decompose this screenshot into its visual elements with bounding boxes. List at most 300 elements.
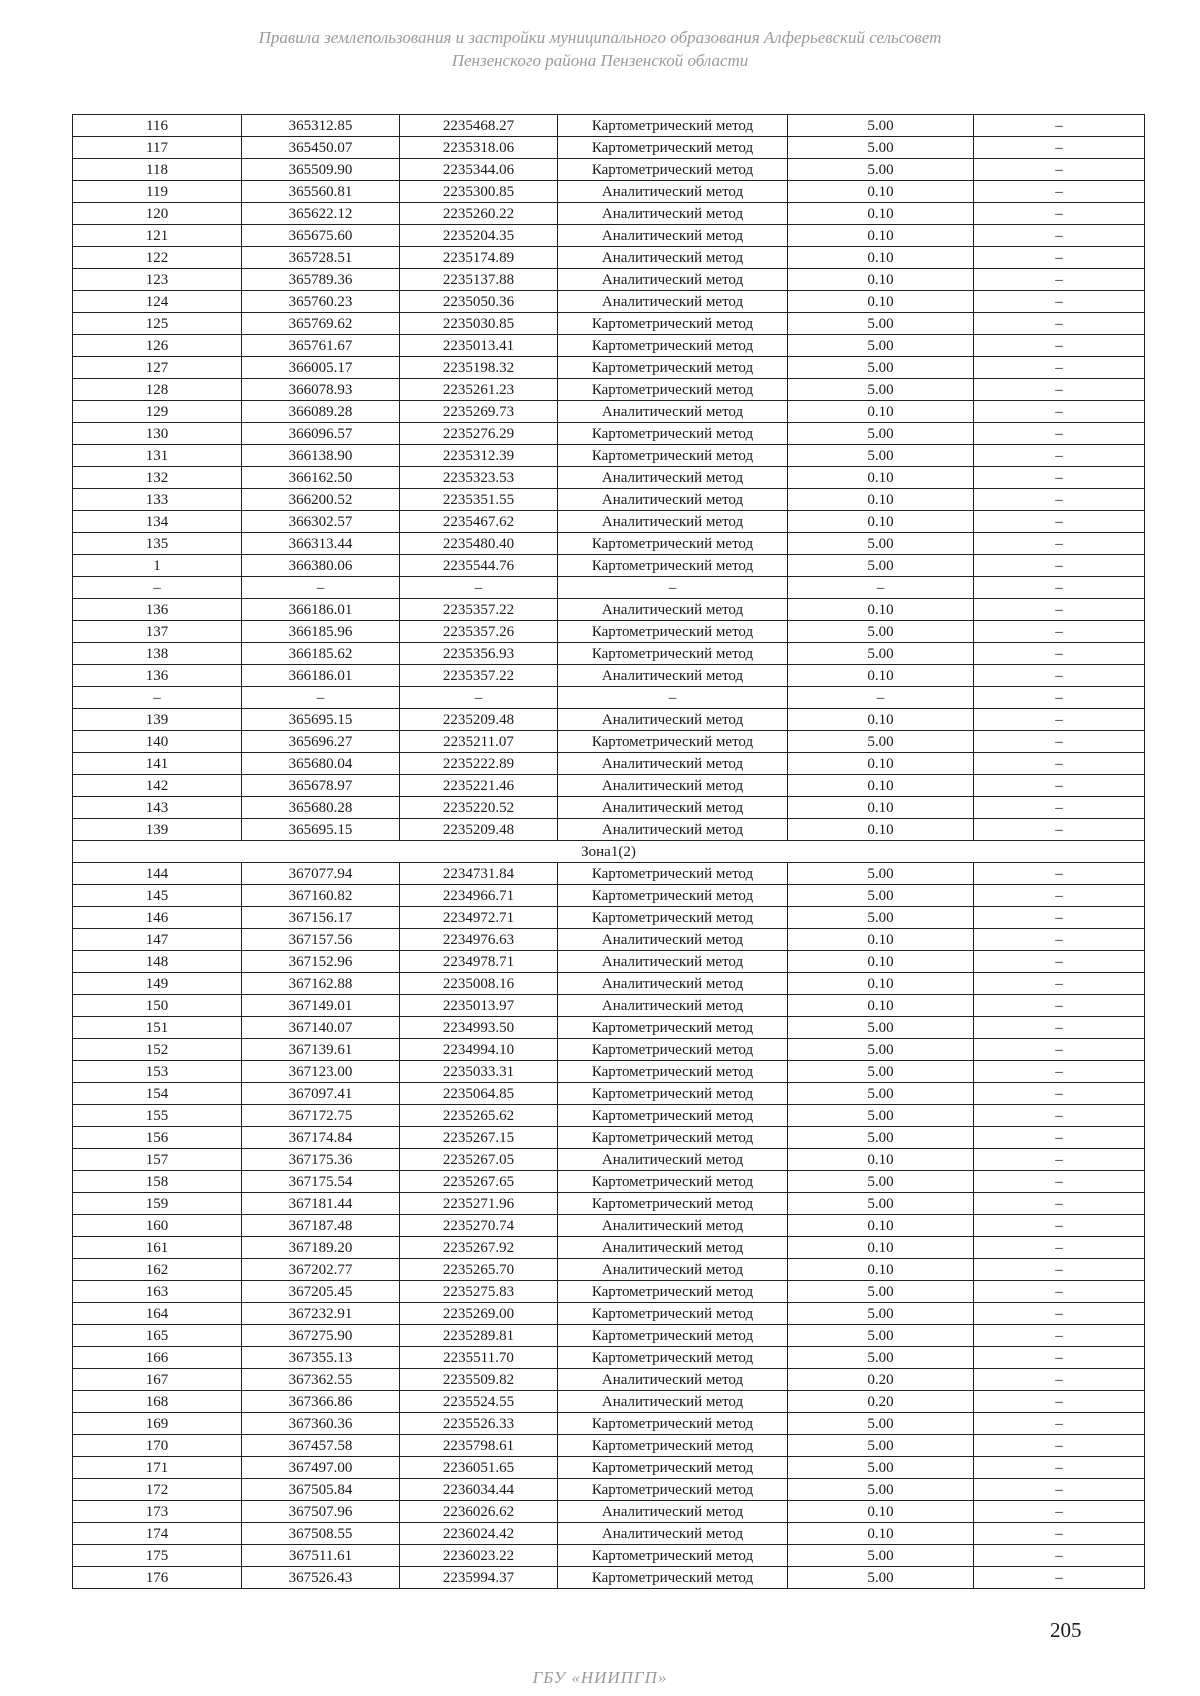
- x-coordinate-cell: 366185.96: [242, 621, 400, 643]
- y-coordinate-cell: 2235467.62: [400, 511, 558, 533]
- table-row: [73, 973, 1145, 995]
- note-cell: –: [974, 401, 1145, 423]
- table-row: [73, 467, 1145, 489]
- table-row: [73, 819, 1145, 841]
- accuracy-cell: 0.10: [788, 511, 974, 533]
- x-coordinate-cell: 367174.84: [242, 1127, 400, 1149]
- method-cell: Картометрический метод: [558, 1061, 788, 1083]
- table-row: [73, 291, 1145, 313]
- point-number-cell: –: [73, 577, 242, 599]
- page-header: [120, 26, 1080, 72]
- method-cell: Аналитический метод: [558, 973, 788, 995]
- y-coordinate-cell: 2234994.10: [400, 1039, 558, 1061]
- note-cell: –: [974, 1171, 1145, 1193]
- x-coordinate-cell: 367175.54: [242, 1171, 400, 1193]
- point-number-cell: 136: [73, 599, 242, 621]
- y-coordinate-cell: 2236026.62: [400, 1501, 558, 1523]
- table-row: [73, 1391, 1145, 1413]
- y-coordinate-cell: 2235013.41: [400, 335, 558, 357]
- table-row: [73, 643, 1145, 665]
- y-coordinate-cell: 2235468.27: [400, 115, 558, 137]
- method-cell: Картометрический метод: [558, 137, 788, 159]
- table-row: [73, 599, 1145, 621]
- method-cell: Аналитический метод: [558, 775, 788, 797]
- table-row: [73, 1413, 1145, 1435]
- note-cell: –: [974, 1567, 1145, 1589]
- method-cell: Картометрический метод: [558, 159, 788, 181]
- method-cell: Картометрический метод: [558, 445, 788, 467]
- x-coordinate-cell: 367232.91: [242, 1303, 400, 1325]
- point-number-cell: 133: [73, 489, 242, 511]
- y-coordinate-cell: 2235511.70: [400, 1347, 558, 1369]
- note-cell: –: [974, 973, 1145, 995]
- y-coordinate-cell: 2235204.35: [400, 225, 558, 247]
- y-coordinate-cell: 2234993.50: [400, 1017, 558, 1039]
- accuracy-cell: 0.10: [788, 269, 974, 291]
- point-number-cell: 142: [73, 775, 242, 797]
- accuracy-cell: 0.10: [788, 995, 974, 1017]
- accuracy-cell: 0.10: [788, 203, 974, 225]
- method-cell: Картометрический метод: [558, 1567, 788, 1589]
- y-coordinate-cell: 2235013.97: [400, 995, 558, 1017]
- y-coordinate-cell: 2235318.06: [400, 137, 558, 159]
- method-cell: Картометрический метод: [558, 1413, 788, 1435]
- accuracy-cell: 5.00: [788, 1193, 974, 1215]
- method-cell: Картометрический метод: [558, 1017, 788, 1039]
- zone-label: Зона1(2): [73, 841, 1145, 863]
- accuracy-cell: 5.00: [788, 533, 974, 555]
- table-row: [73, 1083, 1145, 1105]
- point-number-cell: 151: [73, 1017, 242, 1039]
- method-cell: Картометрический метод: [558, 1303, 788, 1325]
- table-row: [73, 797, 1145, 819]
- x-coordinate-cell: –: [242, 687, 400, 709]
- y-coordinate-cell: 2235261.23: [400, 379, 558, 401]
- x-coordinate-cell: 367202.77: [242, 1259, 400, 1281]
- point-number-cell: 132: [73, 467, 242, 489]
- x-coordinate-cell: 366089.28: [242, 401, 400, 423]
- y-coordinate-cell: 2235524.55: [400, 1391, 558, 1413]
- table-row: [73, 1105, 1145, 1127]
- point-number-cell: 163: [73, 1281, 242, 1303]
- method-cell: Аналитический метод: [558, 203, 788, 225]
- method-cell: Картометрический метод: [558, 621, 788, 643]
- table-row: [73, 533, 1145, 555]
- method-cell: Аналитический метод: [558, 1369, 788, 1391]
- method-cell: Картометрический метод: [558, 1545, 788, 1567]
- x-coordinate-cell: 367508.55: [242, 1523, 400, 1545]
- table-row: [73, 203, 1145, 225]
- coordinates-table-body: [73, 115, 1145, 1589]
- point-number-cell: 174: [73, 1523, 242, 1545]
- method-cell: Аналитический метод: [558, 1259, 788, 1281]
- y-coordinate-cell: 2235211.07: [400, 731, 558, 753]
- accuracy-cell: 0.10: [788, 1215, 974, 1237]
- accuracy-cell: 0.10: [788, 247, 974, 269]
- method-cell: Аналитический метод: [558, 753, 788, 775]
- table-row: [73, 753, 1145, 775]
- accuracy-cell: 5.00: [788, 159, 974, 181]
- x-coordinate-cell: 367181.44: [242, 1193, 400, 1215]
- method-cell: Аналитический метод: [558, 181, 788, 203]
- accuracy-cell: 5.00: [788, 137, 974, 159]
- y-coordinate-cell: 2235269.00: [400, 1303, 558, 1325]
- x-coordinate-cell: 365678.97: [242, 775, 400, 797]
- method-cell: Картометрический метод: [558, 555, 788, 577]
- point-number-cell: 143: [73, 797, 242, 819]
- x-coordinate-cell: 367097.41: [242, 1083, 400, 1105]
- method-cell: Аналитический метод: [558, 665, 788, 687]
- note-cell: –: [974, 181, 1145, 203]
- point-number-cell: 153: [73, 1061, 242, 1083]
- point-number-cell: 169: [73, 1413, 242, 1435]
- x-coordinate-cell: 365728.51: [242, 247, 400, 269]
- point-number-cell: 168: [73, 1391, 242, 1413]
- accuracy-cell: 5.00: [788, 907, 974, 929]
- y-coordinate-cell: 2235544.76: [400, 555, 558, 577]
- table-row: [73, 445, 1145, 467]
- method-cell: Аналитический метод: [558, 1149, 788, 1171]
- accuracy-cell: 0.10: [788, 1237, 974, 1259]
- y-coordinate-cell: 2235267.05: [400, 1149, 558, 1171]
- note-cell: –: [974, 291, 1145, 313]
- point-number-cell: 138: [73, 643, 242, 665]
- x-coordinate-cell: 367457.58: [242, 1435, 400, 1457]
- note-cell: –: [974, 1017, 1145, 1039]
- y-coordinate-cell: 2236024.42: [400, 1523, 558, 1545]
- y-coordinate-cell: 2235357.22: [400, 599, 558, 621]
- method-cell: Картометрический метод: [558, 885, 788, 907]
- x-coordinate-cell: 367077.94: [242, 863, 400, 885]
- table-row: [73, 335, 1145, 357]
- accuracy-cell: 0.10: [788, 973, 974, 995]
- accuracy-cell: 5.00: [788, 1171, 974, 1193]
- y-coordinate-cell: 2235526.33: [400, 1413, 558, 1435]
- point-number-cell: 160: [73, 1215, 242, 1237]
- table-row: [73, 863, 1145, 885]
- point-number-cell: 125: [73, 313, 242, 335]
- note-cell: –: [974, 775, 1145, 797]
- point-number-cell: 127: [73, 357, 242, 379]
- method-cell: Аналитический метод: [558, 1523, 788, 1545]
- table-row: [73, 577, 1145, 599]
- x-coordinate-cell: 367189.20: [242, 1237, 400, 1259]
- x-coordinate-cell: –: [242, 577, 400, 599]
- note-cell: –: [974, 929, 1145, 951]
- accuracy-cell: –: [788, 577, 974, 599]
- point-number-cell: 146: [73, 907, 242, 929]
- accuracy-cell: 0.10: [788, 401, 974, 423]
- accuracy-cell: 0.10: [788, 797, 974, 819]
- table-row: [73, 247, 1145, 269]
- point-number-cell: 170: [73, 1435, 242, 1457]
- y-coordinate-cell: –: [400, 577, 558, 599]
- accuracy-cell: 5.00: [788, 1105, 974, 1127]
- point-number-cell: 172: [73, 1479, 242, 1501]
- table-row: [73, 269, 1145, 291]
- point-number-cell: 144: [73, 863, 242, 885]
- note-cell: –: [974, 1061, 1145, 1083]
- accuracy-cell: 5.00: [788, 1567, 974, 1589]
- point-number-cell: 167: [73, 1369, 242, 1391]
- note-cell: –: [974, 1501, 1145, 1523]
- x-coordinate-cell: 366186.01: [242, 599, 400, 621]
- method-cell: Картометрический метод: [558, 731, 788, 753]
- method-cell: Картометрический метод: [558, 115, 788, 137]
- note-cell: –: [974, 687, 1145, 709]
- table-row: [73, 137, 1145, 159]
- table-row: [73, 1369, 1145, 1391]
- point-number-cell: 175: [73, 1545, 242, 1567]
- note-cell: –: [974, 1281, 1145, 1303]
- y-coordinate-cell: 2235050.36: [400, 291, 558, 313]
- accuracy-cell: 5.00: [788, 731, 974, 753]
- x-coordinate-cell: 367205.45: [242, 1281, 400, 1303]
- accuracy-cell: 5.00: [788, 115, 974, 137]
- note-cell: –: [974, 1303, 1145, 1325]
- accuracy-cell: 0.10: [788, 665, 974, 687]
- point-number-cell: 162: [73, 1259, 242, 1281]
- accuracy-cell: 0.20: [788, 1369, 974, 1391]
- note-cell: –: [974, 1215, 1145, 1237]
- point-number-cell: 137: [73, 621, 242, 643]
- x-coordinate-cell: 367156.17: [242, 907, 400, 929]
- y-coordinate-cell: 2235270.74: [400, 1215, 558, 1237]
- x-coordinate-cell: 367152.96: [242, 951, 400, 973]
- table-row: [73, 1325, 1145, 1347]
- method-cell: Картометрический метод: [558, 907, 788, 929]
- y-coordinate-cell: 2235030.85: [400, 313, 558, 335]
- method-cell: –: [558, 577, 788, 599]
- y-coordinate-cell: 2235356.93: [400, 643, 558, 665]
- x-coordinate-cell: 367139.61: [242, 1039, 400, 1061]
- y-coordinate-cell: 2235220.52: [400, 797, 558, 819]
- table-row: [73, 115, 1145, 137]
- method-cell: Аналитический метод: [558, 225, 788, 247]
- accuracy-cell: 5.00: [788, 1479, 974, 1501]
- y-coordinate-cell: 2235265.62: [400, 1105, 558, 1127]
- accuracy-cell: 5.00: [788, 379, 974, 401]
- y-coordinate-cell: 2235209.48: [400, 819, 558, 841]
- table-row: [73, 401, 1145, 423]
- y-coordinate-cell: 2234976.63: [400, 929, 558, 951]
- y-coordinate-cell: 2235269.73: [400, 401, 558, 423]
- accuracy-cell: 0.10: [788, 929, 974, 951]
- point-number-cell: 161: [73, 1237, 242, 1259]
- x-coordinate-cell: 365680.04: [242, 753, 400, 775]
- accuracy-cell: 0.10: [788, 819, 974, 841]
- method-cell: –: [558, 687, 788, 709]
- y-coordinate-cell: 2235271.96: [400, 1193, 558, 1215]
- accuracy-cell: 0.10: [788, 291, 974, 313]
- table-row: [73, 709, 1145, 731]
- x-coordinate-cell: 367149.01: [242, 995, 400, 1017]
- table-row: [73, 1171, 1145, 1193]
- method-cell: Аналитический метод: [558, 819, 788, 841]
- note-cell: –: [974, 159, 1145, 181]
- accuracy-cell: 0.10: [788, 181, 974, 203]
- x-coordinate-cell: 365760.23: [242, 291, 400, 313]
- page-number: 205: [1050, 1618, 1082, 1642]
- note-cell: –: [974, 1479, 1145, 1501]
- point-number-cell: 124: [73, 291, 242, 313]
- table-row: [73, 225, 1145, 247]
- note-cell: –: [974, 1391, 1145, 1413]
- x-coordinate-cell: 367187.48: [242, 1215, 400, 1237]
- y-coordinate-cell: 2235275.83: [400, 1281, 558, 1303]
- note-cell: –: [974, 863, 1145, 885]
- table-row: [73, 1303, 1145, 1325]
- point-number-cell: 131: [73, 445, 242, 467]
- point-number-cell: 171: [73, 1457, 242, 1479]
- y-coordinate-cell: 2235221.46: [400, 775, 558, 797]
- table-row: [73, 1259, 1145, 1281]
- y-coordinate-cell: 2235267.92: [400, 1237, 558, 1259]
- method-cell: Картометрический метод: [558, 1347, 788, 1369]
- method-cell: Картометрический метод: [558, 1105, 788, 1127]
- note-cell: –: [974, 1083, 1145, 1105]
- table-row: [73, 731, 1145, 753]
- method-cell: Аналитический метод: [558, 1237, 788, 1259]
- accuracy-cell: 5.00: [788, 1457, 974, 1479]
- method-cell: Аналитический метод: [558, 709, 788, 731]
- point-number-cell: 159: [73, 1193, 242, 1215]
- accuracy-cell: 5.00: [788, 1413, 974, 1435]
- accuracy-cell: 5.00: [788, 621, 974, 643]
- table-row: [73, 423, 1145, 445]
- point-number-cell: 139: [73, 709, 242, 731]
- point-number-cell: 173: [73, 1501, 242, 1523]
- method-cell: Картометрический метод: [558, 1193, 788, 1215]
- note-cell: –: [974, 445, 1145, 467]
- y-coordinate-cell: –: [400, 687, 558, 709]
- x-coordinate-cell: 365695.15: [242, 819, 400, 841]
- accuracy-cell: 0.10: [788, 225, 974, 247]
- table-row: [73, 1039, 1145, 1061]
- x-coordinate-cell: 367123.00: [242, 1061, 400, 1083]
- point-number-cell: 119: [73, 181, 242, 203]
- table-row: [73, 489, 1145, 511]
- note-cell: –: [974, 819, 1145, 841]
- table-row: [73, 1237, 1145, 1259]
- x-coordinate-cell: 367511.61: [242, 1545, 400, 1567]
- x-coordinate-cell: 367360.36: [242, 1413, 400, 1435]
- method-cell: Аналитический метод: [558, 1501, 788, 1523]
- point-number-cell: 158: [73, 1171, 242, 1193]
- point-number-cell: 156: [73, 1127, 242, 1149]
- method-cell: Картометрический метод: [558, 313, 788, 335]
- accuracy-cell: 5.00: [788, 1303, 974, 1325]
- table-row: [73, 951, 1145, 973]
- accuracy-cell: 0.10: [788, 1501, 974, 1523]
- accuracy-cell: 5.00: [788, 1127, 974, 1149]
- method-cell: Картометрический метод: [558, 423, 788, 445]
- accuracy-cell: 5.00: [788, 1281, 974, 1303]
- x-coordinate-cell: 367505.84: [242, 1479, 400, 1501]
- method-cell: Аналитический метод: [558, 995, 788, 1017]
- note-cell: –: [974, 1347, 1145, 1369]
- table-row: [73, 885, 1145, 907]
- y-coordinate-cell: 2234731.84: [400, 863, 558, 885]
- y-coordinate-cell: 2236034.44: [400, 1479, 558, 1501]
- note-cell: –: [974, 489, 1145, 511]
- point-number-cell: 134: [73, 511, 242, 533]
- method-cell: Картометрический метод: [558, 1281, 788, 1303]
- accuracy-cell: 0.10: [788, 1259, 974, 1281]
- point-number-cell: 150: [73, 995, 242, 1017]
- note-cell: –: [974, 269, 1145, 291]
- accuracy-cell: 0.10: [788, 1149, 974, 1171]
- method-cell: Аналитический метод: [558, 467, 788, 489]
- x-coordinate-cell: 367160.82: [242, 885, 400, 907]
- y-coordinate-cell: 2235222.89: [400, 753, 558, 775]
- point-number-cell: 166: [73, 1347, 242, 1369]
- method-cell: Аналитический метод: [558, 247, 788, 269]
- point-number-cell: 141: [73, 753, 242, 775]
- point-number-cell: 157: [73, 1149, 242, 1171]
- method-cell: Аналитический метод: [558, 797, 788, 819]
- method-cell: Аналитический метод: [558, 1215, 788, 1237]
- method-cell: Аналитический метод: [558, 511, 788, 533]
- method-cell: Аналитический метод: [558, 489, 788, 511]
- point-number-cell: 123: [73, 269, 242, 291]
- x-coordinate-cell: 367162.88: [242, 973, 400, 995]
- x-coordinate-cell: 367355.13: [242, 1347, 400, 1369]
- note-cell: –: [974, 951, 1145, 973]
- accuracy-cell: 0.10: [788, 753, 974, 775]
- table-row: [73, 1435, 1145, 1457]
- point-number-cell: 129: [73, 401, 242, 423]
- accuracy-cell: 5.00: [788, 863, 974, 885]
- table-row: [73, 313, 1145, 335]
- x-coordinate-cell: 366313.44: [242, 533, 400, 555]
- accuracy-cell: 0.10: [788, 1523, 974, 1545]
- y-coordinate-cell: 2235357.26: [400, 621, 558, 643]
- accuracy-cell: –: [788, 687, 974, 709]
- note-cell: –: [974, 1193, 1145, 1215]
- note-cell: –: [974, 1149, 1145, 1171]
- y-coordinate-cell: 2234972.71: [400, 907, 558, 929]
- x-coordinate-cell: 366200.52: [242, 489, 400, 511]
- accuracy-cell: 0.10: [788, 951, 974, 973]
- table-row: [73, 665, 1145, 687]
- method-cell: Картометрический метод: [558, 1457, 788, 1479]
- note-cell: –: [974, 1545, 1145, 1567]
- method-cell: Картометрический метод: [558, 863, 788, 885]
- x-coordinate-cell: 366138.90: [242, 445, 400, 467]
- method-cell: Картометрический метод: [558, 1039, 788, 1061]
- x-coordinate-cell: 366185.62: [242, 643, 400, 665]
- accuracy-cell: 5.00: [788, 885, 974, 907]
- x-coordinate-cell: 365312.85: [242, 115, 400, 137]
- point-number-cell: 117: [73, 137, 242, 159]
- x-coordinate-cell: 367362.55: [242, 1369, 400, 1391]
- x-coordinate-cell: 365509.90: [242, 159, 400, 181]
- accuracy-cell: 5.00: [788, 1545, 974, 1567]
- point-number-cell: 128: [73, 379, 242, 401]
- table-row: [73, 159, 1145, 181]
- note-cell: –: [974, 335, 1145, 357]
- table-row: [73, 1127, 1145, 1149]
- method-cell: Аналитический метод: [558, 1391, 788, 1413]
- x-coordinate-cell: 366162.50: [242, 467, 400, 489]
- note-cell: –: [974, 1369, 1145, 1391]
- accuracy-cell: 5.00: [788, 1083, 974, 1105]
- note-cell: –: [974, 709, 1145, 731]
- note-cell: –: [974, 1127, 1145, 1149]
- table-row: [73, 775, 1145, 797]
- x-coordinate-cell: 365622.12: [242, 203, 400, 225]
